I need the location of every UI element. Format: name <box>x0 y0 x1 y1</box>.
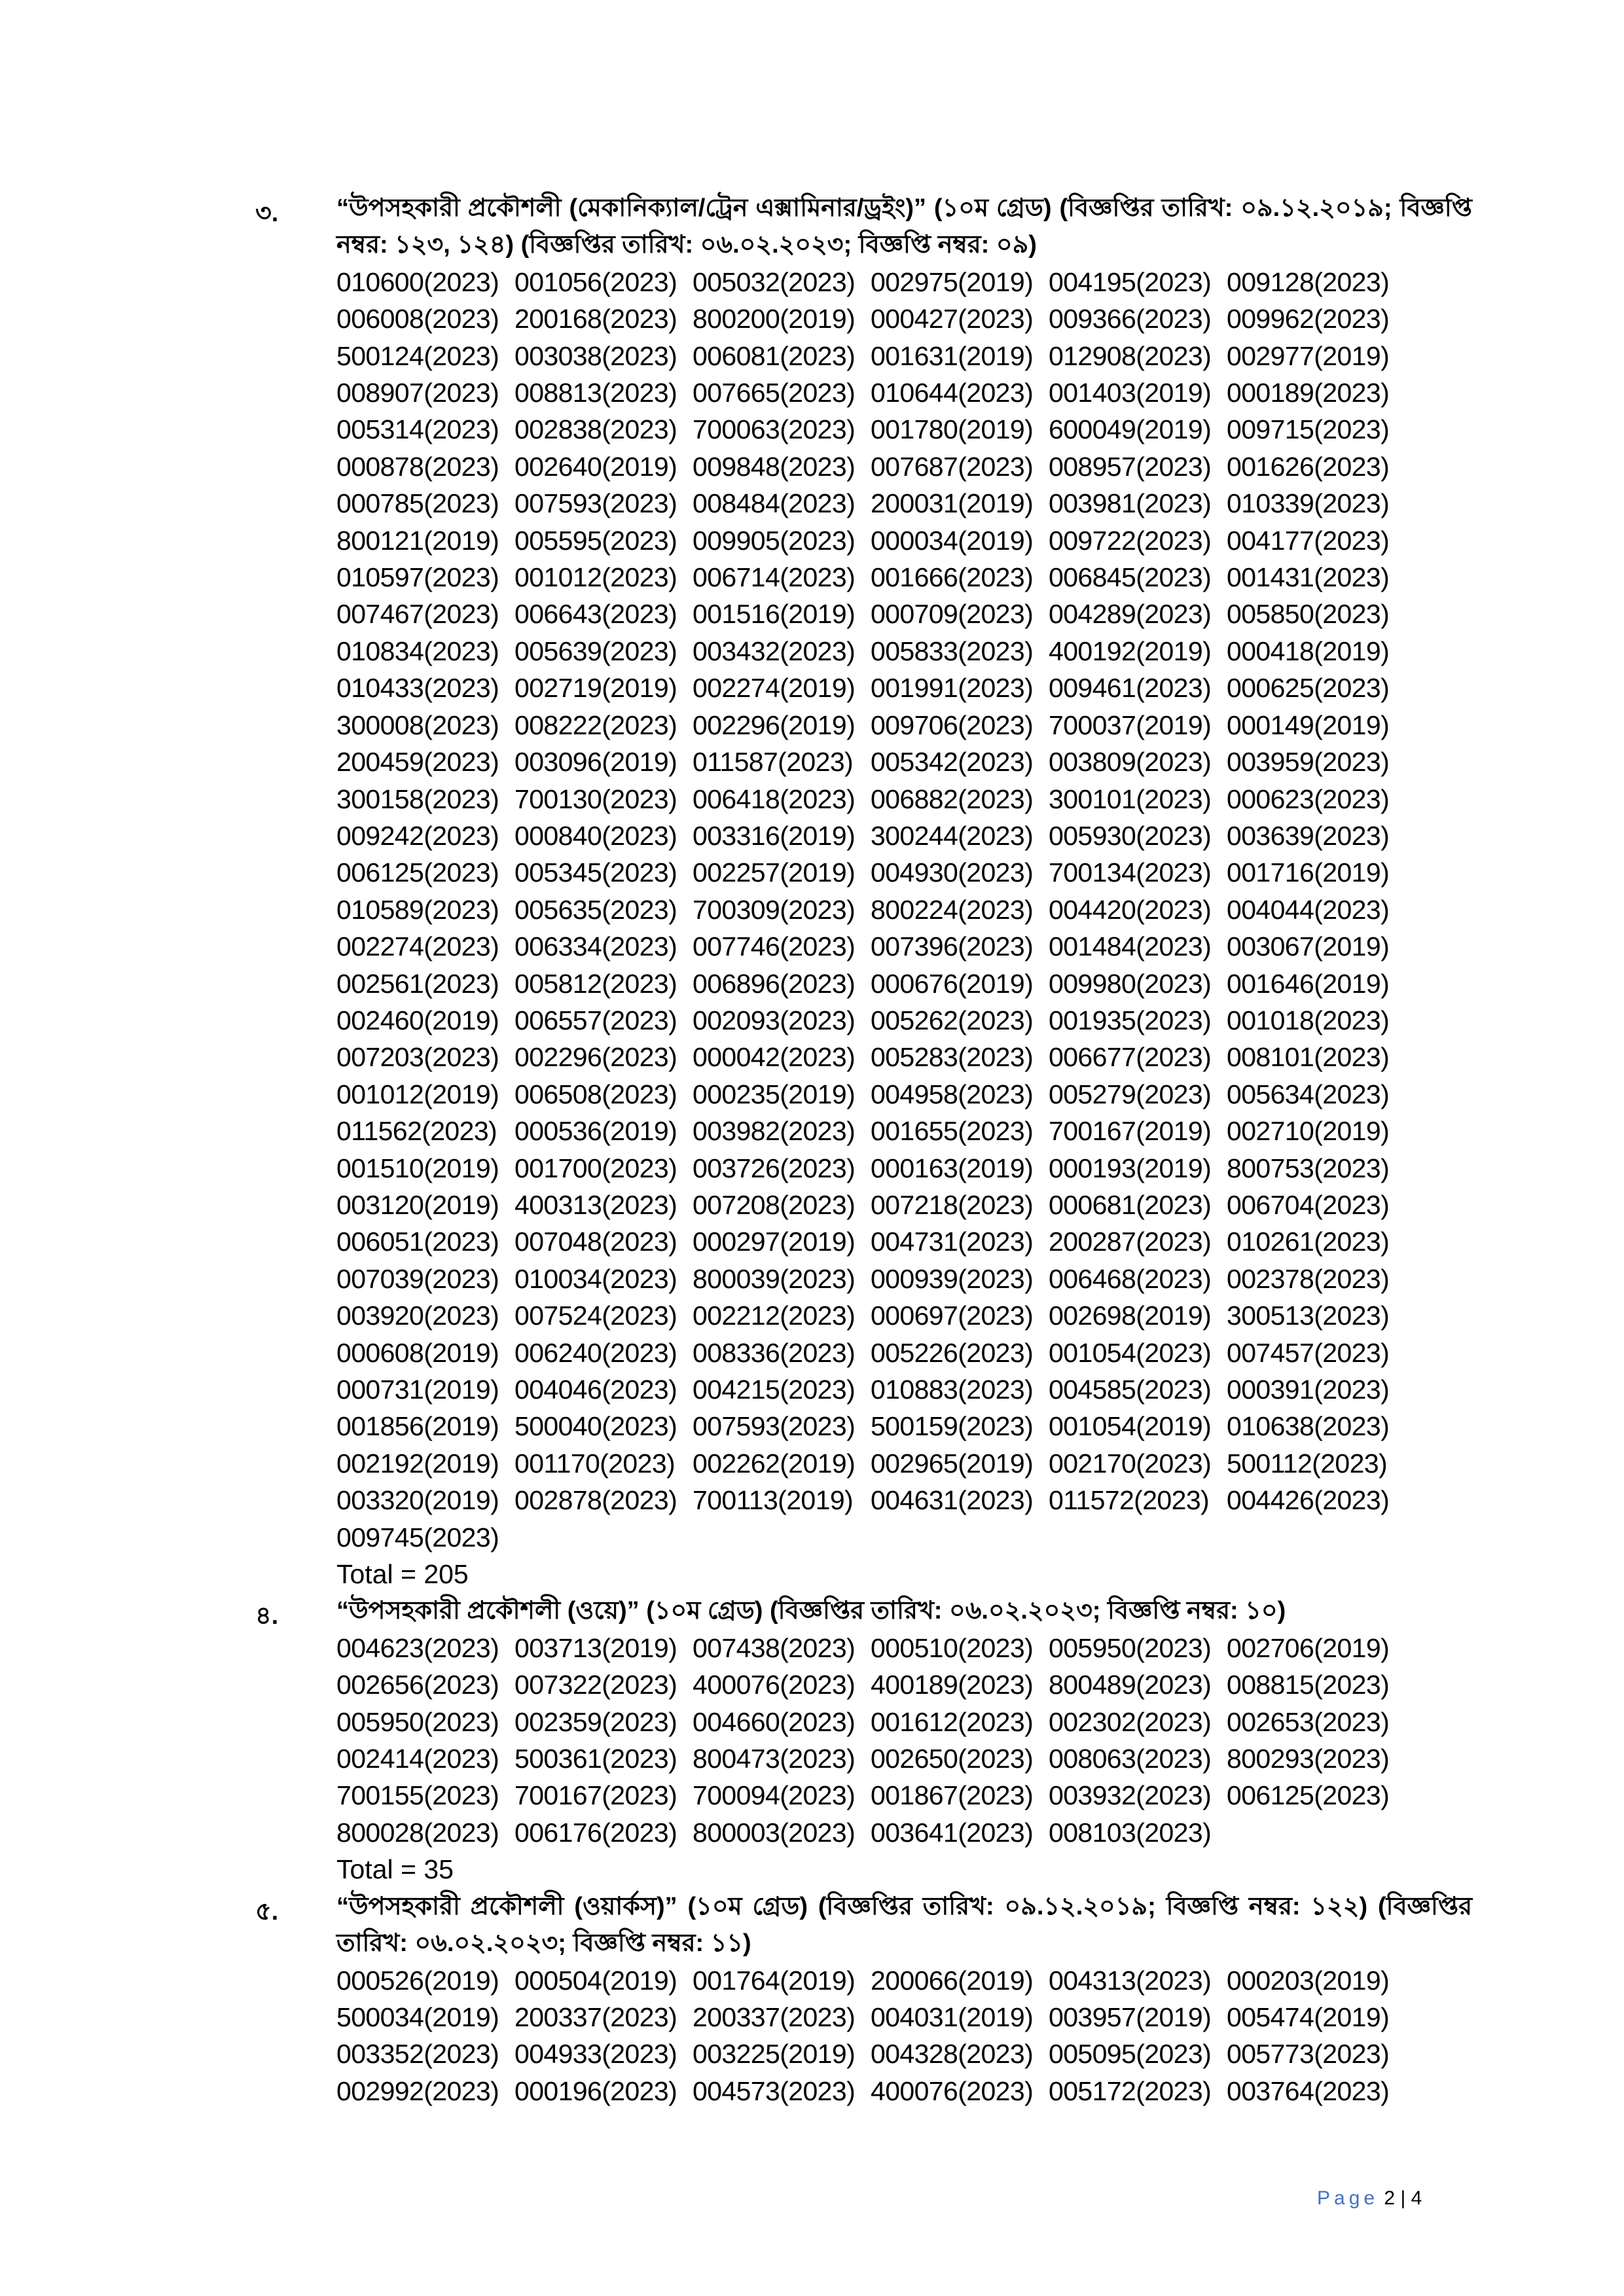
roll-number: 007524(2023) <box>514 1300 677 1331</box>
roll-number: 005950(2023) <box>1049 1632 1212 1663</box>
roll-number: 400192(2019) <box>1049 636 1212 666</box>
roll-number: 000391(2023) <box>1227 1374 1390 1405</box>
section-4 <box>0 1592 1624 1888</box>
roll-number: 010883(2023) <box>871 1374 1034 1405</box>
roll-number: 005226(2023) <box>871 1337 1034 1368</box>
roll-number: 003713(2019) <box>514 1632 677 1663</box>
roll-number: 006714(2023) <box>693 562 856 593</box>
roll-number: 008815(2023) <box>1227 1670 1390 1700</box>
roll-number: 002653(2023) <box>1227 1706 1390 1737</box>
roll-number: 003982(2023) <box>693 1116 856 1147</box>
roll-number: 005279(2023) <box>1049 1079 1212 1109</box>
section-3 <box>0 190 1624 1592</box>
roll-number: 001054(2023) <box>1049 1337 1212 1368</box>
roll-number: 004573(2023) <box>693 2075 856 2106</box>
roll-number: 010644(2023) <box>871 378 1034 408</box>
roll-number: 005773(2023) <box>1227 2039 1390 2070</box>
roll-number: 300244(2023) <box>871 820 1034 851</box>
roll-number: 700037(2019) <box>1049 709 1212 740</box>
roll-number: 002710(2019) <box>1227 1116 1390 1147</box>
roll-number: 002296(2019) <box>693 709 856 740</box>
roll-number: 006125(2023) <box>336 857 499 888</box>
roll-number: 700167(2019) <box>1049 1116 1212 1147</box>
roll-number: 300513(2023) <box>1227 1300 1390 1331</box>
section-number: ৪. <box>255 1602 279 1630</box>
roll-number: 001764(2019) <box>693 1965 856 1996</box>
roll-number: 000526(2019) <box>336 1965 499 1996</box>
roll-number: 001631(2019) <box>871 340 1034 371</box>
roll-number: 001935(2023) <box>1049 1005 1212 1035</box>
roll-number: 002698(2019) <box>1049 1300 1212 1331</box>
roll-number: 010433(2023) <box>336 673 499 704</box>
roll-number: 500034(2019) <box>336 2001 499 2032</box>
roll-number: 400189(2023) <box>871 1670 1034 1700</box>
roll-number: 008103(2023) <box>1049 1817 1212 1848</box>
section-5 <box>0 1888 1624 2109</box>
roll-number: 003225(2019) <box>693 2039 856 2070</box>
roll-number: 003641(2023) <box>871 1817 1034 1848</box>
roll-number: 000510(2023) <box>871 1632 1034 1663</box>
roll-number: 000193(2019) <box>1049 1153 1212 1183</box>
roll-number: 009745(2023) <box>336 1522 499 1552</box>
roll-number: 004426(2023) <box>1227 1485 1390 1516</box>
roll-number: 008063(2023) <box>1049 1744 1212 1774</box>
roll-number: 001626(2023) <box>1227 451 1390 482</box>
page-footer <box>1317 2187 1422 2210</box>
roll-number: 010597(2023) <box>336 562 499 593</box>
roll-number: 007438(2023) <box>693 1632 856 1663</box>
roll-number: 003639(2023) <box>1227 820 1390 851</box>
roll-number: 009715(2023) <box>1227 414 1390 445</box>
roll-number: 007593(2023) <box>514 488 677 519</box>
roll-number: 000149(2019) <box>1227 709 1390 740</box>
roll-number: 005850(2023) <box>1227 599 1390 630</box>
roll-number: 000676(2019) <box>871 968 1034 999</box>
roll-number: 008957(2023) <box>1049 451 1212 482</box>
roll-number: 001612(2023) <box>871 1706 1034 1737</box>
roll-number: 006051(2023) <box>336 1227 499 1257</box>
roll-number: 008336(2023) <box>693 1337 856 1368</box>
roll-number: 000878(2023) <box>336 451 499 482</box>
roll-number: 006176(2023) <box>514 1817 677 1848</box>
roll-number: 010638(2023) <box>1227 1411 1390 1442</box>
roll-number: 002212(2023) <box>693 1300 856 1331</box>
roll-number: 002878(2023) <box>514 1485 677 1516</box>
roll-number: 800293(2023) <box>1227 1744 1390 1774</box>
roll-number: 006643(2023) <box>514 599 677 630</box>
roll-number: 001716(2019) <box>1227 857 1390 888</box>
roll-number: 008907(2023) <box>336 378 499 408</box>
roll-number: 003809(2023) <box>1049 747 1212 778</box>
roll-number: 000681(2023) <box>1049 1189 1212 1220</box>
roll-number: 005342(2023) <box>871 747 1034 778</box>
roll-number: 008813(2023) <box>514 378 677 408</box>
roll-number: 800003(2023) <box>693 1817 856 1848</box>
roll-number: 004631(2023) <box>871 1485 1034 1516</box>
roll-number: 002262(2019) <box>693 1448 856 1479</box>
section-total: Total = 205 <box>336 1559 469 1590</box>
roll-number: 800028(2023) <box>336 1817 499 1848</box>
roll-number: 006240(2023) <box>514 1337 677 1368</box>
roll-number: 006896(2023) <box>693 968 856 999</box>
roll-number: 005634(2023) <box>1227 1079 1390 1109</box>
roll-number: 002965(2019) <box>871 1448 1034 1479</box>
roll-number: 004195(2023) <box>1049 266 1212 297</box>
roll-number: 004933(2023) <box>514 2039 677 2070</box>
roll-number: 001012(2019) <box>336 1079 499 1109</box>
roll-number: 700309(2023) <box>693 894 856 925</box>
roll-number: 012908(2023) <box>1049 340 1212 371</box>
roll-number: 005345(2023) <box>514 857 677 888</box>
roll-number: 007208(2023) <box>693 1189 856 1220</box>
page-total: 4 <box>1411 2187 1422 2209</box>
roll-number: 005314(2023) <box>336 414 499 445</box>
roll-number: 008222(2023) <box>514 709 677 740</box>
roll-number: 003432(2023) <box>693 636 856 666</box>
section-heading: “উপসহকারী প্রকৌশলী (মেকানিক্যাল/ট্রেন এক্সামিনার/ড্রইং)” (১০ম গ্রেড) (বিজ্ঞপ্তির তারিখ: ০৯.১২.২০১৯; বিজ্ঞপ্তি নম্বর: ১২৩, ১২৪) (বিজ্ঞপ্তির তারিখ: ০৬.০২.২০২৩; বিজ্ঞপ্তি নম্বর: ০৯) <box>336 194 1472 259</box>
roll-number: 000536(2019) <box>514 1116 677 1147</box>
roll-number: 007457(2023) <box>1227 1337 1390 1368</box>
roll-number: 001056(2023) <box>514 266 677 297</box>
roll-number: 007039(2023) <box>336 1263 499 1294</box>
roll-number: 004313(2023) <box>1049 1965 1212 1996</box>
roll-number: 007665(2023) <box>693 378 856 408</box>
roll-number: 005833(2023) <box>871 636 1034 666</box>
roll-number: 009128(2023) <box>1227 266 1390 297</box>
roll-number: 004958(2023) <box>871 1079 1034 1109</box>
roll-number: 005095(2023) <box>1049 2039 1212 2070</box>
roll-number: 004660(2023) <box>693 1706 856 1737</box>
roll-number: 007687(2023) <box>871 451 1034 482</box>
roll-number: 500124(2023) <box>336 340 499 371</box>
roll-number: 004420(2023) <box>1049 894 1212 925</box>
roll-number: 700063(2023) <box>693 414 856 445</box>
document-page <box>0 190 1624 2109</box>
section-heading: “উপসহকারী প্রকৌশলী (ওয়ার্কস)” (১০ম গ্রেড) (বিজ্ঞপ্তির তারিখ: ০৯.১২.২০১৯; বিজ্ঞপ্তি নম্বর: ১২২) (বিজ্ঞপ্তির তারিখ: ০৬.০২.২০২৩; বিজ্ঞপ্তি নম্বর: ১১) <box>336 1892 1472 1958</box>
roll-number: 005283(2023) <box>871 1042 1034 1073</box>
roll-number: 004623(2023) <box>336 1632 499 1663</box>
roll-number: 003096(2019) <box>514 747 677 778</box>
roll-number: 200168(2023) <box>514 304 677 334</box>
roll-number: 004046(2023) <box>514 1374 677 1405</box>
roll-number: 005950(2023) <box>336 1706 499 1737</box>
roll-number: 002706(2019) <box>1227 1632 1390 1663</box>
roll-number: 010834(2023) <box>336 636 499 666</box>
roll-number: 001991(2023) <box>871 673 1034 704</box>
roll-number: 006882(2023) <box>871 783 1034 814</box>
roll-number: 006557(2023) <box>514 1005 677 1035</box>
roll-number: 600049(2019) <box>1049 414 1212 445</box>
roll-number: 001856(2019) <box>336 1411 499 1442</box>
roll-number: 000196(2023) <box>514 2075 677 2106</box>
roll-number: 001054(2019) <box>1049 1411 1212 1442</box>
roll-number: 700155(2023) <box>336 1780 499 1811</box>
roll-number: 002192(2019) <box>336 1448 499 1479</box>
roll-number: 002656(2023) <box>336 1670 499 1700</box>
roll-number: 000297(2019) <box>693 1227 856 1257</box>
roll-number: 001700(2023) <box>514 1153 677 1183</box>
section-total: Total = 35 <box>336 1854 454 1885</box>
roll-number: 003932(2023) <box>1049 1780 1212 1811</box>
roll-number: 000163(2019) <box>871 1153 1034 1183</box>
roll-number: 001516(2019) <box>693 599 856 630</box>
roll-number: 200337(2023) <box>514 2001 677 2032</box>
roll-number: 006334(2023) <box>514 931 677 962</box>
roll-number: 300158(2023) <box>336 783 499 814</box>
roll-number: 002838(2023) <box>514 414 677 445</box>
roll-number: 000235(2019) <box>693 1079 856 1109</box>
roll-number: 002460(2019) <box>336 1005 499 1035</box>
roll-number: 000840(2023) <box>514 820 677 851</box>
roll-number: 010261(2023) <box>1227 1227 1390 1257</box>
roll-number: 700134(2023) <box>1049 857 1212 888</box>
roll-number: 003320(2019) <box>336 1485 499 1516</box>
roll-number: 005032(2023) <box>693 266 856 297</box>
roll-number: 003038(2023) <box>514 340 677 371</box>
roll-number: 000623(2023) <box>1227 783 1390 814</box>
section-heading: “উপসহকারী প্রকৌশলী (ওয়ে)” (১০ম গ্রেড) (বিজ্ঞপ্তির তারিখ: ০৬.০২.২০২৩; বিজ্ঞপ্তি নম্বর: ১০) <box>336 1597 1286 1625</box>
roll-number: 800200(2019) <box>693 304 856 334</box>
roll-number: 001403(2019) <box>1049 378 1212 408</box>
roll-number: 000785(2023) <box>336 488 499 519</box>
roll-number: 000203(2019) <box>1227 1965 1390 1996</box>
roll-number: 000697(2023) <box>871 1300 1034 1331</box>
roll-number: 002274(2019) <box>693 673 856 704</box>
roll-number: 300008(2023) <box>336 709 499 740</box>
page-label: Page <box>1317 2187 1379 2209</box>
roll-number: 002975(2019) <box>871 266 1034 297</box>
section-number: ৫. <box>255 1897 279 1926</box>
roll-number: 009706(2023) <box>871 709 1034 740</box>
roll-number: 006081(2023) <box>693 340 856 371</box>
roll-number: 004930(2023) <box>871 857 1034 888</box>
roll-number: 000418(2019) <box>1227 636 1390 666</box>
roll-number: 002170(2023) <box>1049 1448 1212 1479</box>
roll-number: 000034(2019) <box>871 525 1034 556</box>
roll-number: 800473(2023) <box>693 1744 856 1774</box>
roll-number: 000731(2019) <box>336 1374 499 1405</box>
roll-number: 500159(2023) <box>871 1411 1034 1442</box>
roll-number: 001484(2023) <box>1049 931 1212 962</box>
roll-number: 002719(2019) <box>514 673 677 704</box>
roll-number: 500040(2023) <box>514 1411 677 1442</box>
roll-number: 007218(2023) <box>871 1189 1034 1220</box>
roll-number: 800121(2019) <box>336 525 499 556</box>
page-separator: | <box>1400 2187 1406 2209</box>
roll-number: 006845(2023) <box>1049 562 1212 593</box>
roll-number: 009722(2023) <box>1049 525 1212 556</box>
roll-number: 003726(2023) <box>693 1153 856 1183</box>
roll-number: 200031(2019) <box>871 488 1034 519</box>
roll-number: 005930(2023) <box>1049 820 1212 851</box>
roll-list <box>336 264 1423 1556</box>
roll-number: 002296(2023) <box>514 1042 677 1073</box>
roll-number: 000625(2023) <box>1227 673 1390 704</box>
roll-number: 004215(2023) <box>693 1374 856 1405</box>
roll-number: 003981(2023) <box>1049 488 1212 519</box>
roll-number: 700167(2023) <box>514 1780 677 1811</box>
roll-list <box>336 1962 1423 2110</box>
roll-number: 011572(2023) <box>1049 1485 1210 1516</box>
roll-number: 002561(2023) <box>336 968 499 999</box>
roll-number: 200337(2023) <box>693 2001 856 2032</box>
roll-number: 010600(2023) <box>336 266 499 297</box>
roll-number: 500112(2023) <box>1227 1448 1388 1479</box>
roll-number: 800753(2023) <box>1227 1153 1390 1183</box>
roll-number: 004289(2023) <box>1049 599 1212 630</box>
roll-number: 000608(2019) <box>336 1337 499 1368</box>
roll-number: 500361(2023) <box>514 1744 677 1774</box>
roll-number: 003120(2019) <box>336 1189 499 1220</box>
roll-number: 000939(2023) <box>871 1263 1034 1294</box>
roll-number: 200287(2023) <box>1049 1227 1212 1257</box>
roll-number: 001655(2023) <box>871 1116 1034 1147</box>
roll-number: 003957(2019) <box>1049 2001 1212 2032</box>
roll-number: 001780(2019) <box>871 414 1034 445</box>
roll-number: 011562(2023) <box>336 1116 497 1147</box>
roll-number: 400313(2023) <box>514 1189 677 1220</box>
roll-number: 009242(2023) <box>336 820 499 851</box>
roll-number: 000427(2023) <box>871 304 1034 334</box>
roll-number: 002977(2019) <box>1227 340 1390 371</box>
roll-number: 006508(2023) <box>514 1079 677 1109</box>
roll-number: 007048(2023) <box>514 1227 677 1257</box>
roll-number: 009848(2023) <box>693 451 856 482</box>
roll-number: 010034(2023) <box>514 1263 677 1294</box>
roll-number: 005595(2023) <box>514 525 677 556</box>
roll-number: 400076(2023) <box>871 2075 1034 2106</box>
roll-number: 400076(2023) <box>693 1670 856 1700</box>
roll-number: 000042(2023) <box>693 1042 856 1073</box>
roll-number: 006418(2023) <box>693 783 856 814</box>
roll-number: 002302(2023) <box>1049 1706 1212 1737</box>
roll-number: 002640(2019) <box>514 451 677 482</box>
roll-number: 001666(2023) <box>871 562 1034 593</box>
roll-number: 001012(2023) <box>514 562 677 593</box>
roll-number: 002992(2023) <box>336 2075 499 2106</box>
roll-number: 006468(2023) <box>1049 1263 1212 1294</box>
roll-number: 800224(2023) <box>871 894 1034 925</box>
roll-number: 004031(2019) <box>871 2001 1034 2032</box>
roll-number: 004177(2023) <box>1227 525 1390 556</box>
roll-number: 005262(2023) <box>871 1005 1034 1035</box>
roll-number: 009366(2023) <box>1049 304 1212 334</box>
roll-number: 008101(2023) <box>1227 1042 1390 1073</box>
roll-number: 005639(2023) <box>514 636 677 666</box>
roll-number: 010339(2023) <box>1227 488 1390 519</box>
roll-number: 003352(2023) <box>336 2039 499 2070</box>
roll-number: 000504(2019) <box>514 1965 677 1996</box>
roll-number: 003316(2019) <box>693 820 856 851</box>
roll-number: 700113(2019) <box>693 1485 854 1516</box>
roll-number: 006677(2023) <box>1049 1042 1212 1073</box>
roll-number: 001018(2023) <box>1227 1005 1390 1035</box>
roll-number: 001431(2023) <box>1227 562 1390 593</box>
roll-number: 005635(2023) <box>514 894 677 925</box>
roll-number: 006704(2023) <box>1227 1189 1390 1220</box>
section-number: ৩. <box>255 200 279 227</box>
roll-number: 005172(2023) <box>1049 2075 1212 2106</box>
roll-number: 004585(2023) <box>1049 1374 1212 1405</box>
roll-number: 009905(2023) <box>693 525 856 556</box>
roll-number: 009980(2023) <box>1049 968 1212 999</box>
roll-number: 003959(2023) <box>1227 747 1390 778</box>
roll-number: 004328(2023) <box>871 2039 1034 2070</box>
roll-list <box>336 1630 1423 1851</box>
roll-number: 007396(2023) <box>871 931 1034 962</box>
roll-number: 006008(2023) <box>336 304 499 334</box>
roll-number: 700094(2023) <box>693 1780 856 1811</box>
roll-number: 700130(2023) <box>514 783 677 814</box>
roll-number: 001510(2019) <box>336 1153 499 1183</box>
roll-number: 009962(2023) <box>1227 304 1390 334</box>
roll-number: 005812(2023) <box>514 968 677 999</box>
roll-number: 007203(2023) <box>336 1042 499 1073</box>
roll-number: 300101(2023) <box>1049 783 1212 814</box>
roll-number: 004731(2023) <box>871 1227 1034 1257</box>
roll-number: 007593(2023) <box>693 1411 856 1442</box>
roll-number: 002414(2023) <box>336 1744 499 1774</box>
roll-number: 007322(2023) <box>514 1670 677 1700</box>
roll-number: 000709(2023) <box>871 599 1034 630</box>
roll-number: 002257(2019) <box>693 857 856 888</box>
roll-number: 005474(2019) <box>1227 2001 1390 2032</box>
roll-number: 009461(2023) <box>1049 673 1212 704</box>
roll-number: 002650(2023) <box>871 1744 1034 1774</box>
roll-number: 003067(2019) <box>1227 931 1390 962</box>
roll-number: 010589(2023) <box>336 894 499 925</box>
roll-number: 007467(2023) <box>336 599 499 630</box>
roll-number: 003920(2023) <box>336 1300 499 1331</box>
roll-number: 002093(2023) <box>693 1005 856 1035</box>
roll-number: 200459(2023) <box>336 747 499 778</box>
roll-number: 002378(2023) <box>1227 1263 1390 1294</box>
roll-number: 002274(2023) <box>336 931 499 962</box>
roll-number: 001867(2023) <box>871 1780 1034 1811</box>
roll-number: 001170(2023) <box>514 1448 676 1479</box>
roll-number: 004044(2023) <box>1227 894 1390 925</box>
roll-number: 011587(2023) <box>693 747 854 778</box>
roll-number: 007746(2023) <box>693 931 856 962</box>
roll-number: 003764(2023) <box>1227 2075 1390 2106</box>
roll-number: 002359(2023) <box>514 1706 677 1737</box>
roll-number: 000189(2023) <box>1227 378 1390 408</box>
roll-number: 001646(2019) <box>1227 968 1390 999</box>
roll-number: 800039(2023) <box>693 1263 856 1294</box>
roll-number: 008484(2023) <box>693 488 856 519</box>
roll-number: 800489(2023) <box>1049 1670 1212 1700</box>
roll-number: 200066(2019) <box>871 1965 1034 1996</box>
page-number: 2 <box>1384 2187 1396 2209</box>
roll-number: 006125(2023) <box>1227 1780 1390 1811</box>
